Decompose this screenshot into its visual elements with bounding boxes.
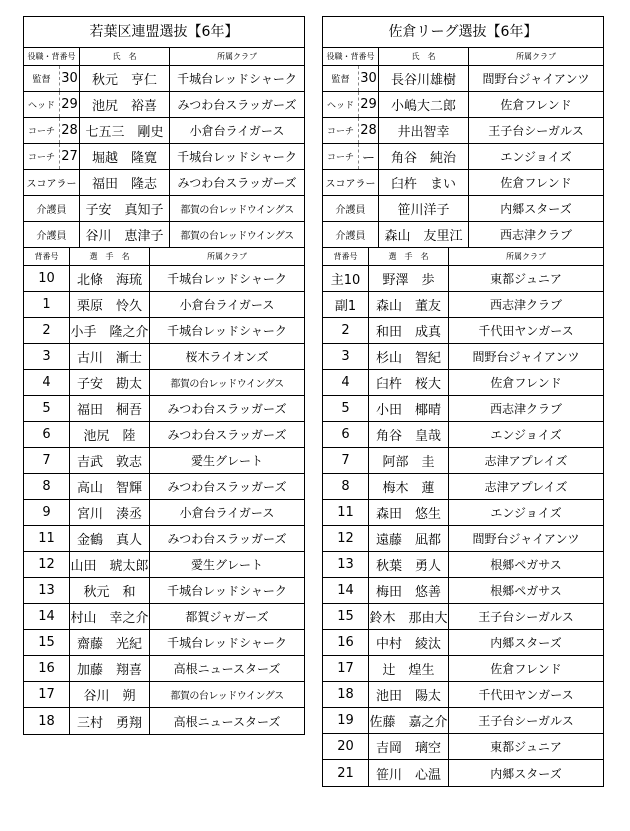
player-number: 2 xyxy=(24,318,70,343)
staff-number: 28 xyxy=(60,118,80,143)
player-club: 高根ニュースターズ xyxy=(173,662,281,676)
player-row xyxy=(24,500,304,526)
staff-role: 監督 xyxy=(323,66,359,91)
player-name: 池田 陽太 xyxy=(369,682,449,707)
staff-club: 間野台ジャイアンツ xyxy=(482,72,590,86)
player-club: 千城台レッドシャーク xyxy=(167,324,287,338)
staff-name: 角谷 純治 xyxy=(379,144,469,169)
player-number: 5 xyxy=(323,396,369,421)
staff-name: 七五三 剛史 xyxy=(80,118,170,143)
header-number: 背番号 xyxy=(24,248,70,265)
staff-club: 千城台レッドシャーク xyxy=(177,72,297,86)
player-name: 宮川 湊丞 xyxy=(70,500,150,525)
staff-row xyxy=(323,144,603,170)
player-club: 千城台レッドシャーク xyxy=(167,636,287,650)
player-row xyxy=(323,474,603,500)
player-number: 17 xyxy=(24,682,70,707)
player-club: みつわ台スラッガーズ xyxy=(167,402,287,416)
staff-role: 介護員 xyxy=(24,222,80,247)
player-club: 間野台ジャイアンツ xyxy=(472,532,580,546)
staff-row xyxy=(323,118,603,144)
player-row xyxy=(323,552,603,578)
player-row xyxy=(323,370,603,396)
staff-club: 都賀の台レッドウイングス xyxy=(180,205,294,216)
player-row xyxy=(24,370,304,396)
player-number: 3 xyxy=(24,344,70,369)
player-number: 12 xyxy=(24,552,70,577)
player-row xyxy=(323,708,603,734)
staff-role: ヘッド xyxy=(323,92,359,117)
player-club: 愛生グレート xyxy=(190,454,263,468)
player-club: 根郷ペガサス xyxy=(490,584,562,598)
player-number: 16 xyxy=(323,630,369,655)
player-number: 7 xyxy=(24,448,70,473)
player-row xyxy=(323,656,603,682)
player-row xyxy=(323,500,603,526)
player-row xyxy=(323,396,603,422)
staff-name: 長谷川雄樹 xyxy=(379,66,469,91)
staff-row xyxy=(24,144,304,170)
player-name: 鈴木 那由大 xyxy=(369,604,449,629)
staff-row xyxy=(323,66,603,92)
staff-number: 29 xyxy=(359,92,379,117)
player-number: 主10 xyxy=(323,266,369,291)
staff-club: 内郷スターズ xyxy=(500,202,572,216)
staff-name: 笹川洋子 xyxy=(379,196,469,221)
player-name: 杉山 智紀 xyxy=(369,344,449,369)
staff-row xyxy=(24,196,304,222)
player-name: 高山 智輝 xyxy=(70,474,150,499)
player-name: 辻 煌生 xyxy=(369,656,449,681)
staff-name: 臼杵 まい xyxy=(379,170,469,195)
staff-row xyxy=(24,66,304,92)
player-name: 遠藤 凪都 xyxy=(369,526,449,551)
player-number: 7 xyxy=(323,448,369,473)
roster-title: 若葉区連盟選抜【6年】 xyxy=(24,17,304,48)
player-name: 北條 海琉 xyxy=(70,266,150,291)
staff-number: 30 xyxy=(60,66,80,91)
staff-club: 佐倉フレンド xyxy=(500,98,572,112)
staff-name: 池尻 裕喜 xyxy=(80,92,170,117)
player-row xyxy=(24,318,304,344)
player-number: 8 xyxy=(24,474,70,499)
staff-role: ヘッド xyxy=(24,92,60,117)
player-club: 志津アプレイズ xyxy=(484,454,568,468)
roster-title: 佐倉リーグ選抜【6年】 xyxy=(323,17,603,48)
staff-role: コーチ xyxy=(323,118,359,143)
player-club: 千城台レッドシャーク xyxy=(167,272,287,286)
player-row xyxy=(323,734,603,760)
header-player-name: 選 手 名 xyxy=(70,248,150,265)
player-name: 齋藤 光紀 xyxy=(70,630,150,655)
staff-club: 小倉台ライガース xyxy=(189,124,285,138)
player-name: 梅木 蓮 xyxy=(369,474,449,499)
player-club: 愛生グレート xyxy=(190,558,263,572)
player-number: 9 xyxy=(24,500,70,525)
header-role: 役職・背番号 xyxy=(323,48,379,65)
player-club: みつわ台スラッガーズ xyxy=(167,428,287,442)
player-row xyxy=(323,448,603,474)
player-name: 山田 琥太郎 xyxy=(70,552,150,577)
player-club: 小倉台ライガース xyxy=(179,298,275,312)
player-row xyxy=(24,344,304,370)
player-name: 小田 椰晴 xyxy=(369,396,449,421)
player-club: みつわ台スラッガーズ xyxy=(167,532,287,546)
player-club: 都賀の台レッドウイングス xyxy=(170,379,284,390)
player-name: 金鶴 真人 xyxy=(70,526,150,551)
player-number: 15 xyxy=(323,604,369,629)
player-club: 根郷ペガサス xyxy=(490,558,562,572)
player-club: 千城台レッドシャーク xyxy=(167,584,287,598)
player-club: 桜木ライオンズ xyxy=(185,350,269,364)
player-number: 4 xyxy=(24,370,70,395)
player-number: 12 xyxy=(323,526,369,551)
player-number: 17 xyxy=(323,656,369,681)
player-number: 15 xyxy=(24,630,70,655)
staff-number: 30 xyxy=(359,66,379,91)
player-club: 高根ニュースターズ xyxy=(173,714,281,729)
player-row xyxy=(24,474,304,500)
player-club: 王子台シーガルス xyxy=(478,610,574,624)
player-row xyxy=(24,266,304,292)
player-number: 2 xyxy=(323,318,369,343)
player-name: 森田 悠生 xyxy=(369,500,449,525)
player-row xyxy=(24,448,304,474)
staff-role: コーチ xyxy=(24,144,60,169)
header-player-name: 選 手 名 xyxy=(369,248,449,265)
player-club: エンジョイズ xyxy=(490,428,562,442)
staff-name: 井出智幸 xyxy=(379,118,469,143)
player-number: 14 xyxy=(323,578,369,603)
staff-role: コーチ xyxy=(24,118,60,143)
player-number: 20 xyxy=(323,734,369,759)
staff-number: 29 xyxy=(60,92,80,117)
staff-club: エンジョイズ xyxy=(500,150,572,164)
staff-header-row xyxy=(24,48,304,66)
player-row xyxy=(24,604,304,630)
player-name: 村山 幸之介 xyxy=(70,604,150,629)
staff-name: 子安 真知子 xyxy=(80,196,170,221)
staff-name: 堀越 隆寛 xyxy=(80,144,170,169)
player-number: 副1 xyxy=(323,292,369,317)
header-club: 所属クラブ xyxy=(506,252,546,261)
player-club: 都賀ジャガーズ xyxy=(185,610,269,624)
player-name: 加藤 翔喜 xyxy=(70,656,150,681)
player-club: 西志津クラブ xyxy=(489,298,562,312)
staff-number: 28 xyxy=(359,118,379,143)
player-club: エンジョイズ xyxy=(490,506,562,520)
player-row xyxy=(323,760,603,786)
player-name: 阿部 圭 xyxy=(369,448,449,473)
player-club: 千代田ヤンガース xyxy=(478,688,574,702)
header-club: 所属クラブ xyxy=(217,52,257,61)
staff-row xyxy=(24,92,304,118)
player-name: 中村 綾汰 xyxy=(369,630,449,655)
player-number: 14 xyxy=(24,604,70,629)
staff-name: 小嶋大二郎 xyxy=(379,92,469,117)
player-name: 吉岡 璃空 xyxy=(369,734,449,759)
staff-club: 都賀の台レッドウイングス xyxy=(180,231,294,242)
player-row xyxy=(24,708,304,734)
player-row xyxy=(323,682,603,708)
player-number: 5 xyxy=(24,396,70,421)
player-number: 13 xyxy=(24,578,70,603)
player-row xyxy=(24,656,304,682)
player-name: 池尻 陸 xyxy=(70,422,150,447)
player-row xyxy=(323,292,603,318)
player-number: 21 xyxy=(323,760,369,786)
staff-row xyxy=(323,170,603,196)
player-club: 小倉台ライガース xyxy=(179,506,275,520)
staff-header-row xyxy=(323,48,603,66)
player-number: 19 xyxy=(323,708,369,733)
staff-role: 介護員 xyxy=(323,196,379,221)
player-club: 内郷スターズ xyxy=(490,766,562,781)
player-row xyxy=(24,422,304,448)
staff-role: 介護員 xyxy=(323,222,379,247)
player-header-row xyxy=(323,248,603,266)
player-row xyxy=(24,682,304,708)
player-number: 1 xyxy=(24,292,70,317)
player-name: 吉武 敦志 xyxy=(70,448,150,473)
player-club: 王子台シーガルス xyxy=(478,714,574,728)
staff-number: 27 xyxy=(60,144,80,169)
player-name: 子安 勘太 xyxy=(70,370,150,395)
player-name: 臼杵 桜大 xyxy=(369,370,449,395)
player-name: 栗原 怜久 xyxy=(70,292,150,317)
player-name: 梅田 悠善 xyxy=(369,578,449,603)
header-name: 氏 名 xyxy=(379,48,469,65)
staff-club: みつわ台スラッガーズ xyxy=(177,98,297,112)
header-name: 氏 名 xyxy=(80,48,170,65)
wakaba-roster-table xyxy=(23,16,305,735)
player-name: 古川 漸士 xyxy=(70,344,150,369)
player-row xyxy=(323,630,603,656)
player-row xyxy=(323,578,603,604)
player-club: 佐倉フレンド xyxy=(490,376,562,390)
player-number: 8 xyxy=(323,474,369,499)
player-club: 志津アプレイズ xyxy=(484,480,568,494)
staff-role: 介護員 xyxy=(24,196,80,221)
player-row xyxy=(323,422,603,448)
player-name: 小手 隆之介 xyxy=(70,318,150,343)
player-club: みつわ台スラッガーズ xyxy=(167,480,287,494)
staff-club: 佐倉フレンド xyxy=(500,176,572,190)
player-name: 笹川 心温 xyxy=(369,760,449,786)
player-number: 18 xyxy=(323,682,369,707)
staff-row xyxy=(323,92,603,118)
staff-role: 監督 xyxy=(24,66,60,91)
player-row xyxy=(24,526,304,552)
player-number: 11 xyxy=(24,526,70,551)
player-row xyxy=(323,526,603,552)
player-club: 都賀の台レッドウイングス xyxy=(170,691,284,702)
player-name: 谷川 朔 xyxy=(70,682,150,707)
staff-number: ー xyxy=(359,144,379,169)
staff-name: 森山 友里江 xyxy=(379,222,469,247)
staff-row xyxy=(323,196,603,222)
player-club: 間野台ジャイアンツ xyxy=(472,350,580,364)
staff-row xyxy=(24,118,304,144)
player-row xyxy=(323,604,603,630)
sakura-roster-table xyxy=(322,16,604,787)
staff-club: みつわ台スラッガーズ xyxy=(177,176,297,190)
staff-club: 王子台シーガルス xyxy=(488,124,584,138)
player-row xyxy=(323,266,603,292)
staff-role: スコアラー xyxy=(24,170,80,195)
player-number: 13 xyxy=(323,552,369,577)
player-name: 福田 桐吾 xyxy=(70,396,150,421)
player-club: 内郷スターズ xyxy=(490,636,562,650)
player-row xyxy=(323,318,603,344)
player-name: 佐藤 嘉之介 xyxy=(369,708,449,733)
player-number: 18 xyxy=(24,708,70,734)
player-number: 16 xyxy=(24,656,70,681)
player-name: 秋葉 勇人 xyxy=(369,552,449,577)
header-role: 役職・背番号 xyxy=(24,48,80,65)
player-club: 千代田ヤンガース xyxy=(478,324,574,338)
player-row xyxy=(323,344,603,370)
player-number: 6 xyxy=(24,422,70,447)
player-name: 秋元 和 xyxy=(70,578,150,603)
staff-name: 福田 隆志 xyxy=(80,170,170,195)
player-row xyxy=(24,552,304,578)
player-row xyxy=(24,630,304,656)
player-club: 東都ジュニア xyxy=(490,740,562,754)
player-name: 三村 勇翔 xyxy=(70,708,150,734)
player-number: 11 xyxy=(323,500,369,525)
player-number: 10 xyxy=(24,266,70,291)
player-number: 3 xyxy=(323,344,369,369)
header-number: 背番号 xyxy=(323,248,369,265)
player-name: 角谷 皇哉 xyxy=(369,422,449,447)
staff-row xyxy=(24,170,304,196)
staff-role: スコアラー xyxy=(323,170,379,195)
player-club: 佐倉フレンド xyxy=(490,662,562,676)
player-row xyxy=(24,578,304,604)
player-number: 6 xyxy=(323,422,369,447)
player-header-row xyxy=(24,248,304,266)
staff-name: 秋元 亨仁 xyxy=(80,66,170,91)
header-club: 所属クラブ xyxy=(516,52,556,61)
staff-role: コーチ xyxy=(323,144,359,169)
player-club: 東都ジュニア xyxy=(490,272,562,286)
player-name: 森山 董友 xyxy=(369,292,449,317)
header-club: 所属クラブ xyxy=(207,252,247,261)
staff-name: 谷川 恵津子 xyxy=(80,222,170,247)
staff-club: 千城台レッドシャーク xyxy=(177,150,297,164)
player-number: 4 xyxy=(323,370,369,395)
player-name: 和田 成真 xyxy=(369,318,449,343)
player-row xyxy=(24,396,304,422)
player-club: 西志津クラブ xyxy=(489,402,562,416)
staff-club: 西志津クラブ xyxy=(499,228,572,242)
staff-row xyxy=(24,222,304,248)
player-row xyxy=(24,292,304,318)
player-name: 野澤 歩 xyxy=(369,266,449,291)
staff-row xyxy=(323,222,603,248)
